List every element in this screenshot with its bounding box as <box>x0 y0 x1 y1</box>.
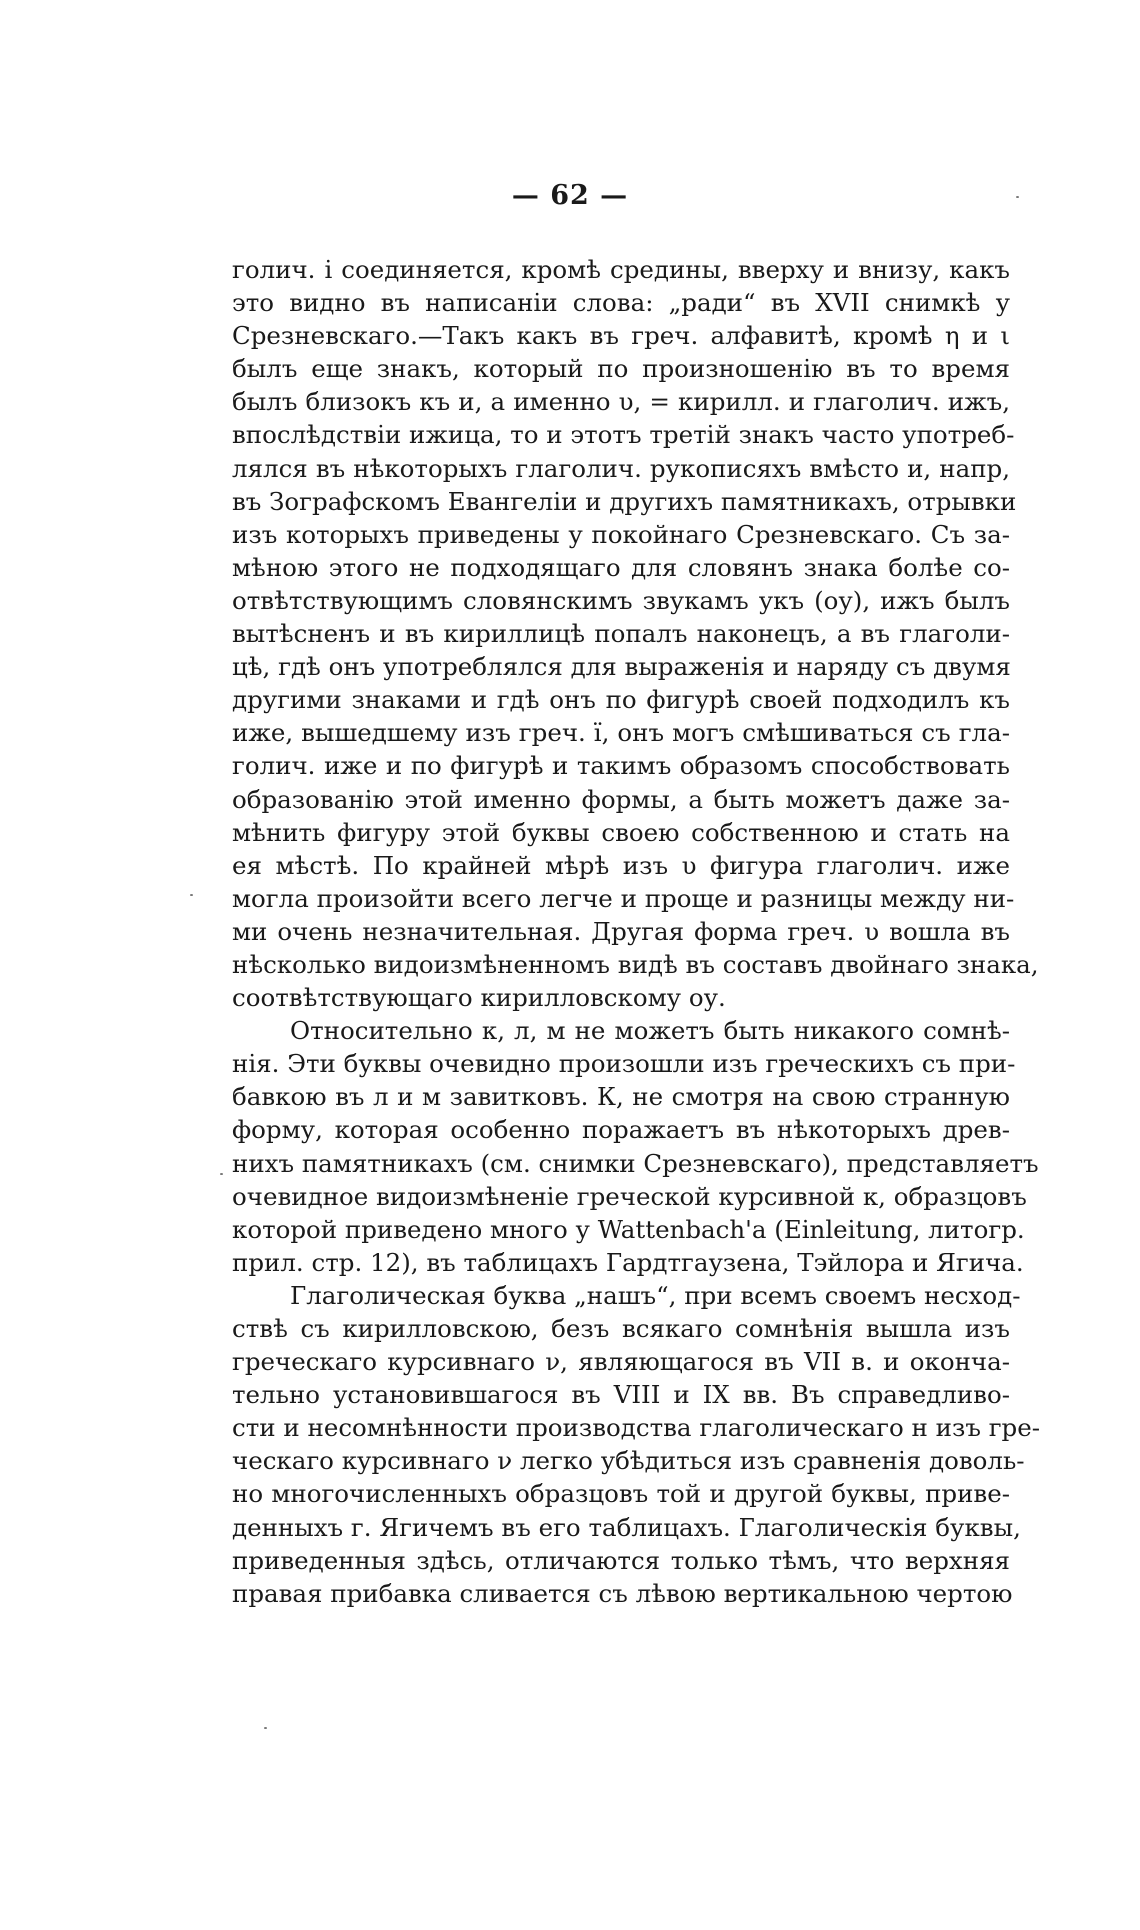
text-line: прил. стр. 12), въ таблицахъ Гардтгаузена, Тэйлора и Ягича. <box>232 1247 1024 1277</box>
text-line: но многочисленныхъ образцовъ той и другой буквы, приве- <box>232 1479 1010 1509</box>
text-line: мѣнить фигуру этой буквы своею собственною и стать на <box>232 817 1010 847</box>
scan-speck <box>1016 196 1019 198</box>
text-line: ческаго курсивнаго ν легко убѣдиться изъ сравненія доволь- <box>232 1446 1025 1476</box>
text-line: нія. Эти буквы очевидно произошли изъ греческихъ съ при- <box>232 1049 1016 1079</box>
text-line: нѣсколько видоизмѣненномъ видѣ въ составъ двойнаго знака, <box>232 949 1039 979</box>
text-line: денныхъ г. Ягичемъ въ его таблицахъ. Глаголическія буквы, <box>232 1512 1021 1542</box>
scan-speck <box>220 1173 223 1175</box>
text-line: которой приведено много у Wattenbach'a (Einleitung, литогр. <box>232 1214 1025 1244</box>
text-line: бавкою въ л и м завитковъ. К, не смотря на свою странную <box>232 1082 1010 1112</box>
scan-speck <box>264 1727 267 1729</box>
text-line: соотвѣтствующаго кирилловскому оу. <box>232 983 726 1013</box>
text-line: форму, которая особенно поражаетъ въ нѣкоторыхъ древ- <box>232 1115 1010 1145</box>
text-line: ми очень незначительная. Другая форма греч. υ вошла въ <box>232 916 1010 946</box>
text-line: ствѣ съ кирилловскою, безъ всякаго сомнѣнія вышла изъ <box>232 1314 1010 1343</box>
text-line: правая прибавка сливается съ лѣвою вертикальною чертою <box>232 1578 1013 1608</box>
text-line: греческаго курсивнаго ν, являющагося въ VII в. и оконча- <box>232 1347 1010 1377</box>
text-line: былъ еще знакъ, который по произношенію въ то время <box>232 354 1010 384</box>
text-line: нихъ памятникахъ (см. снимки Срезневскаго), представляетъ <box>232 1148 1039 1178</box>
text-line: лялся въ нѣкоторыхъ глаголич. рукописяхъ вмѣсто и, напр, <box>232 453 1010 483</box>
text-line: это видно въ написаніи слова: „ради“ въ XVII снимкѣ у <box>232 288 1010 318</box>
body-text <box>232 253 1040 1610</box>
text-line: голич. і соединяется, кромѣ средины, вверху и внизу, какъ <box>232 255 1010 284</box>
text-line: вытѣсненъ и въ кириллицѣ попалъ наконецъ, а въ глаголи- <box>232 619 1010 649</box>
text-line: цѣ, гдѣ онъ употреблялся для выраженія и наряду съ двумя <box>232 652 1011 682</box>
page-number: — 62 — <box>511 180 629 211</box>
text-line: ея мѣстѣ. По крайней мѣрѣ изъ υ фигура глаголич. иже <box>232 850 1010 880</box>
text-line: сти и несомнѣнности производства глаголическаго н изъ гре- <box>232 1413 1040 1443</box>
text-line: Глаголическая буква „нашъ“, при всемъ своемъ несход- <box>290 1280 1021 1310</box>
text-line: впослѣдствіи ижица, то и этотъ третій знакъ часто употреб- <box>232 420 1015 450</box>
text-line: иже, вышедшему изъ греч. ї, онъ могъ смѣшиваться съ гла- <box>232 718 1010 748</box>
text-line: образованію этой именно формы, а быть можетъ даже за- <box>232 784 1010 814</box>
text-line: голич. иже и по фигурѣ и такимъ образомъ способствовать <box>232 751 1010 781</box>
text-line: отвѣтствующимъ словянскимъ звукамъ укъ (оу), ижъ былъ <box>232 585 1010 615</box>
text-line: изъ которыхъ приведены у покойнаго Срезневскаго. Съ за- <box>232 519 1010 549</box>
text-line: былъ близокъ къ и, а именно υ, = кирилл. и глаголич. ижъ, <box>232 387 1010 417</box>
text-line: въ Зографскомъ Евангеліи и другихъ памятникахъ, отрывки <box>232 486 1017 516</box>
scan-speck <box>190 894 193 896</box>
text-line: Относительно к, л, м не можетъ быть никакого сомнѣ- <box>290 1016 1010 1046</box>
text-line: тельно установившагося въ VIII и IX вв. Въ справедливо- <box>232 1380 1010 1410</box>
text-line: приведенныя здѣсь, отличаются только тѣмъ, что верхняя <box>232 1545 1010 1575</box>
text-line: другими знаками и гдѣ онъ по фигурѣ своей подходилъ къ <box>232 685 1010 715</box>
text-line: очевидное видоизмѣненіе греческой курсивной κ, образцовъ <box>232 1181 1027 1211</box>
text-line: мѣною этого не подходящаго для словянъ знака болѣе со- <box>232 552 1010 582</box>
text-line: Срезневскаго.—Такъ какъ въ греч. алфавитѣ, кромѣ η и ι <box>232 321 1010 351</box>
text-line: могла произойти всего легче и проще и разницы между ни- <box>232 883 1015 913</box>
